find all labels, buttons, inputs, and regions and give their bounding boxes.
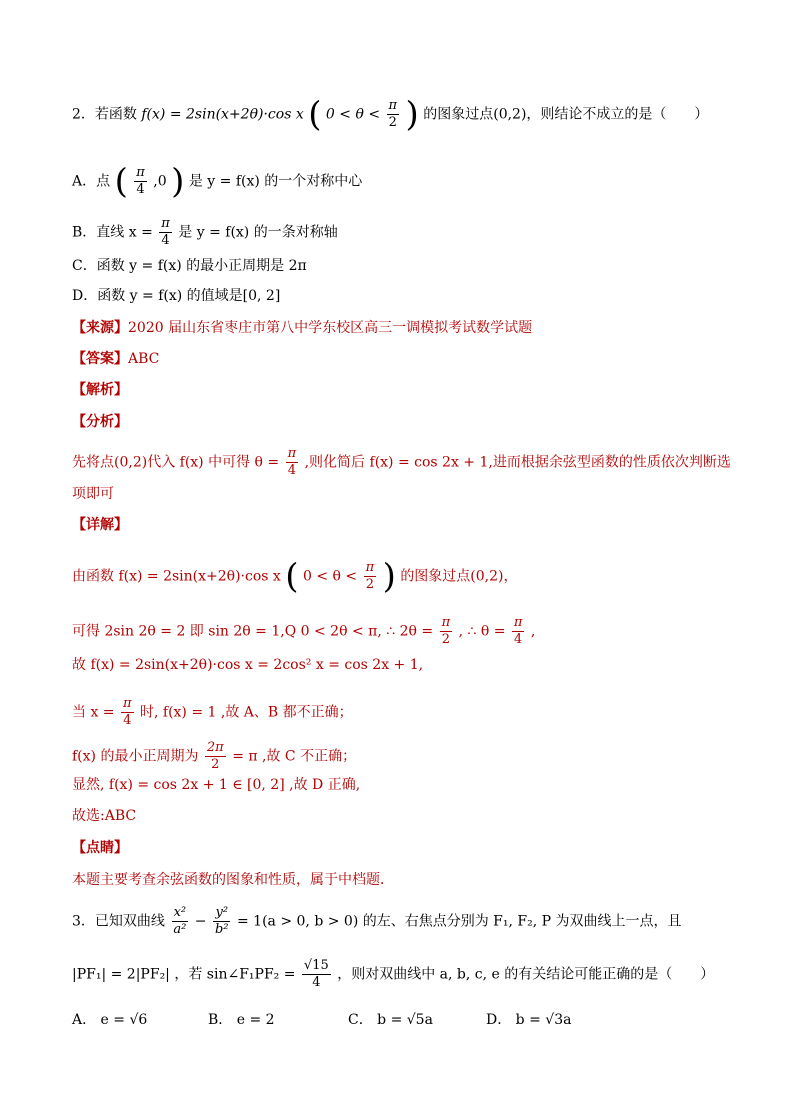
q3-line-2-b: ，则对双曲线中 a, b, c, e 的有关结论可能正确的是（ ） <box>337 966 715 983</box>
detail-line-6: 显然, f(x) = cos 2x + 1 ∈ [0, 2] ,故 D 正确, <box>72 777 361 793</box>
q2-option-b <box>72 216 338 249</box>
q3-option-c: C． b = √5a <box>348 1012 433 1028</box>
q3-option-b: B． e = 2 <box>208 1012 275 1028</box>
fenxi-line-2: 项即可 <box>72 486 114 502</box>
detail-tag: 【详解】 <box>72 517 128 533</box>
fenxi-frac: $\frac{\pi}{4}$ <box>287 446 297 478</box>
detail-line-7: 故选:ABC <box>72 808 137 824</box>
detail-line-2-c: , <box>530 623 536 640</box>
q3-frac-y: $\frac{\text{y²}}{\text{b²}}$ <box>214 905 229 937</box>
detail-line-5-b: = π ,故 C 不正确； <box>232 748 357 765</box>
detail-line-1: 由函数 f(x) = 2sin(x+2θ)·cos x ( 0 < θ < $\frac{\pi}{2}$ ) 的图象过点(0,2)， <box>72 556 518 597</box>
q2-option-b-frac: $\frac{\pi}{4}$ <box>161 216 170 248</box>
q3-line-2-a: |PF₁| = 2|PF₂| ，若 sin∠F₁PF₂ = <box>72 966 296 983</box>
detail-line-5-frac: $\frac{2\pi}{2}$ <box>206 740 224 772</box>
q2-stem-func: f(x) = 2sin(x+2θ)·cos x <box>141 106 304 123</box>
detail-line-2-b: , ∴ θ = <box>458 623 506 640</box>
fenxi-tag: 【分析】 <box>72 414 128 430</box>
q2-option-a-suffix: 是 y = f(x) 的一个对称中心 <box>188 173 363 190</box>
detail-line-1-frac: $\frac{\pi}{2}$ <box>365 560 375 592</box>
q2-option-b-suffix: 是 y = f(x) 的一条对称轴 <box>178 224 338 241</box>
source-tag: 【来源】 <box>72 320 128 336</box>
detail-line-5 <box>72 740 356 773</box>
detail-line-5-a: f(x) 的最小正周期为 <box>72 748 199 765</box>
comment-text: 本题主要考查余弦函数的图象和性质，属于中档题． <box>72 872 394 888</box>
analysis-tag: 【解析】 <box>72 382 128 398</box>
q3-option-d: D． b = √3a <box>486 1012 572 1028</box>
detail-line-2-a: 可得 2sin 2θ = 2 即 sin 2θ = 1,Q 0 < 2θ < π, ∴ 2θ = <box>72 623 434 640</box>
fenxi-line-1-b: ,则化简后 f(x) = cos 2x + 1,进而根据余弦型函数的性质依次判断选 <box>304 454 731 471</box>
q3-option-a: A． e = √6 <box>72 1012 148 1028</box>
answer-text: ABC <box>128 351 160 367</box>
q2-option-a: A．点 ( $\frac{\pi}{4}$ ,0 ) 是 y = f(x) 的一个对称中心 <box>72 161 363 202</box>
comment-tag-line <box>72 838 128 858</box>
q3-stem-prefix: 3．已知双曲线 <box>72 913 165 930</box>
detail-line-4-a: 当 x = <box>72 704 115 721</box>
q3-frac-x: $\frac{\text{x²}}{\text{a²}}$ <box>173 905 187 937</box>
fenxi-tag-line <box>72 412 128 432</box>
q2-stem-cond: 0 < θ < <box>325 106 381 123</box>
source-text: 2020 届山东省枣庄市第八中学东校区高三一调模拟考试数学试题 <box>128 320 533 336</box>
q2-option-c: C．函数 y = f(x) 的最小正周期是 2π <box>72 258 307 274</box>
q2-stem-suffix: 的图象过点(0,2)，则结论不成立的是（ ） <box>423 106 709 123</box>
answer-line <box>72 349 159 369</box>
q3-minus: − <box>194 913 207 930</box>
detail-line-4 <box>72 696 353 729</box>
q2-stem-prefix: 2．若函数 <box>72 106 137 123</box>
detail-line-2-frac-1: $\frac{\pi}{2}$ <box>441 615 451 647</box>
answer-tag: 【答案】 <box>72 351 128 367</box>
detail-tag-line <box>72 515 128 535</box>
analysis-line <box>72 380 128 400</box>
q2-option-a-coord: ,0 <box>153 173 167 190</box>
detail-line-2-frac-2: $\frac{\pi}{4}$ <box>513 615 523 647</box>
source-line <box>72 318 532 338</box>
q2-stem-frac: $\frac{\pi}{2}$ <box>388 98 398 130</box>
q2-option-a-prefix: A．点 <box>72 173 111 190</box>
q3-stem-line-1 <box>72 905 682 938</box>
fenxi-line-1 <box>72 446 731 479</box>
detail-line-4-b: 时, f(x) = 1 ,故 A、B 都不正确； <box>139 704 353 721</box>
q3-stem-line-2 <box>72 958 714 991</box>
comment-tag: 【点睛】 <box>72 840 128 856</box>
q3-line-2-frac: $\frac{√15}{4}$ <box>303 958 329 990</box>
q2-stem: 2．若函数 f(x) = 2sin(x+2θ)·cos x ( 0 < θ < $\frac{\pi}{2}$ ) 的图象过点(0,2)，则结论不成立的是（ ） <box>72 94 709 135</box>
detail-line-3: 故 f(x) = 2sin(x+2θ)·cos x = 2cos² x = cos 2x + 1, <box>72 657 424 673</box>
q3-stem-suffix: = 1(a > 0, b > 0) 的左、右焦点分别为 F₁, F₂, P 为双曲线上一点，且 <box>236 913 682 930</box>
detail-line-1-b: 的图象过点(0,2)， <box>400 568 518 585</box>
detail-line-4-frac: $\frac{\pi}{4}$ <box>122 696 132 728</box>
detail-line-1-a: 由函数 f(x) = 2sin(x+2θ)·cos x <box>72 568 281 585</box>
q2-option-d: D．函数 y = f(x) 的值域是[0, 2] <box>72 288 281 304</box>
detail-line-2 <box>72 615 535 648</box>
detail-line-1-cond: 0 < θ < <box>302 568 358 585</box>
q2-option-a-frac: $\frac{\pi}{4}$ <box>136 165 145 197</box>
q2-option-b-prefix: B．直线 x = <box>72 224 153 241</box>
fenxi-line-1-a: 先将点(0,2)代入 f(x) 中可得 θ = <box>72 454 280 471</box>
